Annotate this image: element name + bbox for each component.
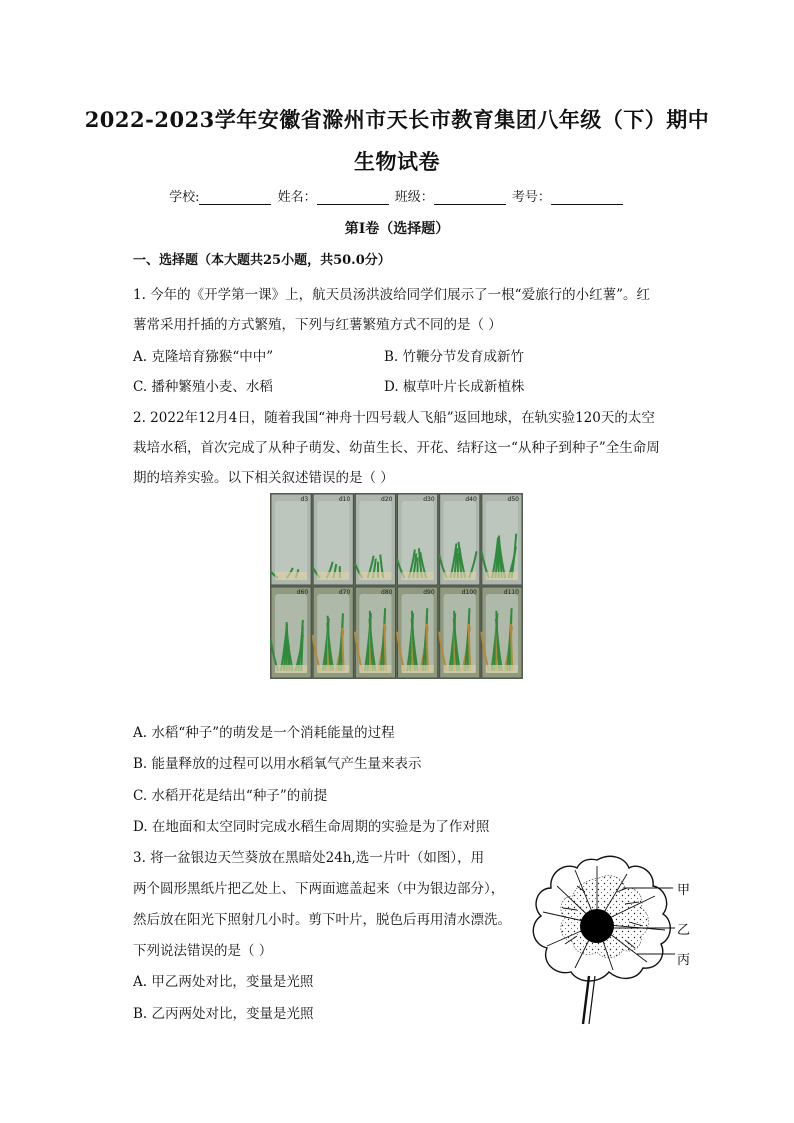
label-yi: 乙 bbox=[677, 923, 691, 938]
rice-growth-photo bbox=[270, 493, 523, 679]
exam-title-line1: 2022-2023学年安徽省滁州市天长市教育集团八年级（下）期中 bbox=[84, 107, 710, 132]
q2-option-d: D. 在地面和太空同时完成水稻生命周期的实验是为了作对照 bbox=[133, 819, 490, 835]
photo-day-label: d30 bbox=[423, 496, 435, 503]
q1-stem-line1: 1. 今年的《开学第一课》上，航天员汤洪波给同学们展示了一根“爱旅行的小红薯”。红 bbox=[133, 287, 650, 303]
part-heading: 第I卷（选择题） bbox=[344, 221, 450, 237]
photo-tube-d80 bbox=[355, 587, 396, 678]
q2-option-c: C. 水稻开花是结出“种子”的前提 bbox=[133, 788, 328, 804]
q3-stem-line2: 两个圆形黑纸片把乙处上、下两面遮盖起来（中为银边部分）， bbox=[133, 881, 505, 897]
q1-option-c: C. 播种繁殖小麦、水稻 bbox=[133, 379, 273, 395]
exam-title-line2: 生物试卷 bbox=[354, 149, 440, 174]
photo-day-label: d70 bbox=[338, 589, 351, 596]
q2-option-b: B. 能量释放的过程可以用水稻氧气产生量来表示 bbox=[133, 756, 422, 772]
q2-stem-line2: 栽培水稻，首次完成了从种子萌发、幼苗生长、开花、结籽这一“从种子到种子”全生命周 bbox=[133, 440, 660, 456]
name-label: 姓名： bbox=[277, 190, 317, 205]
q2-stem-line3: 期的培养实验。以下相关叙述错误的是（ ） bbox=[133, 470, 394, 486]
photo-day-label: d90 bbox=[423, 589, 435, 596]
photo-day-label: d50 bbox=[507, 496, 519, 503]
q1-option-a: A. 克隆培育猕猴“中中” bbox=[133, 349, 274, 365]
photo-tube-d3 bbox=[271, 494, 312, 585]
q3-stem-line1: 3. 将一盆银边天竺葵放在黑暗处24h,选一片叶（如图），用 bbox=[133, 850, 485, 866]
q2-option-a: A. 水稻“种子”的萌发是一个消耗能量的过程 bbox=[133, 725, 395, 741]
q3-option-b: B. 乙丙两处对比，变量是光照 bbox=[133, 1006, 314, 1022]
q1-option-d: D. 椒草叶片长成新植株 bbox=[384, 379, 525, 395]
section-heading: 一、选择题（本大题共25小题，共50.0分） bbox=[133, 253, 391, 268]
photo-day-label: d40 bbox=[465, 496, 477, 503]
class-blank[interactable] bbox=[434, 190, 506, 205]
photo-day-label: d110 bbox=[503, 589, 519, 596]
q3-option-a: A. 甲乙两处对比，变量是光照 bbox=[133, 974, 314, 990]
photo-tube-d20 bbox=[355, 494, 396, 585]
q3-stem-line3: 然后放在阳光下照射几小时。剪下叶片，脱色后再用清水漂洗。 bbox=[133, 912, 511, 928]
class-label: 班级： bbox=[394, 190, 434, 205]
school-blank[interactable] bbox=[199, 190, 271, 205]
photo-tube-d50 bbox=[481, 494, 522, 585]
photo-tube-d40 bbox=[439, 494, 480, 585]
photo-day-label: d20 bbox=[381, 496, 393, 503]
name-blank[interactable] bbox=[317, 190, 389, 205]
photo-day-label: d3 bbox=[300, 496, 309, 503]
photo-day-label: d60 bbox=[296, 589, 309, 596]
leaf-diagram bbox=[525, 852, 695, 1027]
photo-tube-d30 bbox=[397, 494, 438, 585]
photo-tube-d60 bbox=[271, 587, 312, 678]
q1-option-b: B. 竹鞭分节发育成新竹 bbox=[384, 349, 525, 365]
q3-stem-line4: 下列说法错误的是（ ） bbox=[133, 943, 273, 959]
photo-day-label: d10 bbox=[338, 496, 351, 503]
student-info-line bbox=[0, 186, 794, 205]
label-bing: 丙 bbox=[677, 953, 691, 968]
photo-day-label: d80 bbox=[381, 589, 393, 596]
exam-no-blank[interactable] bbox=[551, 190, 623, 205]
photo-tube-d70 bbox=[313, 587, 354, 678]
school-label: 学校: bbox=[169, 190, 200, 205]
label-jia: 甲 bbox=[677, 883, 691, 898]
photo-tube-d90 bbox=[397, 587, 438, 678]
photo-tube-d100 bbox=[439, 587, 480, 678]
photo-day-label: d100 bbox=[461, 589, 477, 596]
photo-tube-d10 bbox=[313, 494, 354, 585]
exam-no-label: 考号： bbox=[511, 190, 551, 205]
q1-stem-line2: 薯常采用扦插的方式繁殖，下列与红薯繁殖方式不同的是（ ） bbox=[133, 317, 502, 333]
q2-stem-line1: 2. 2022年12月4日，随着我国“神舟十四号载人飞船”返回地球，在轨实验120天的太空 bbox=[133, 410, 655, 426]
photo-tube-d110 bbox=[481, 587, 522, 678]
